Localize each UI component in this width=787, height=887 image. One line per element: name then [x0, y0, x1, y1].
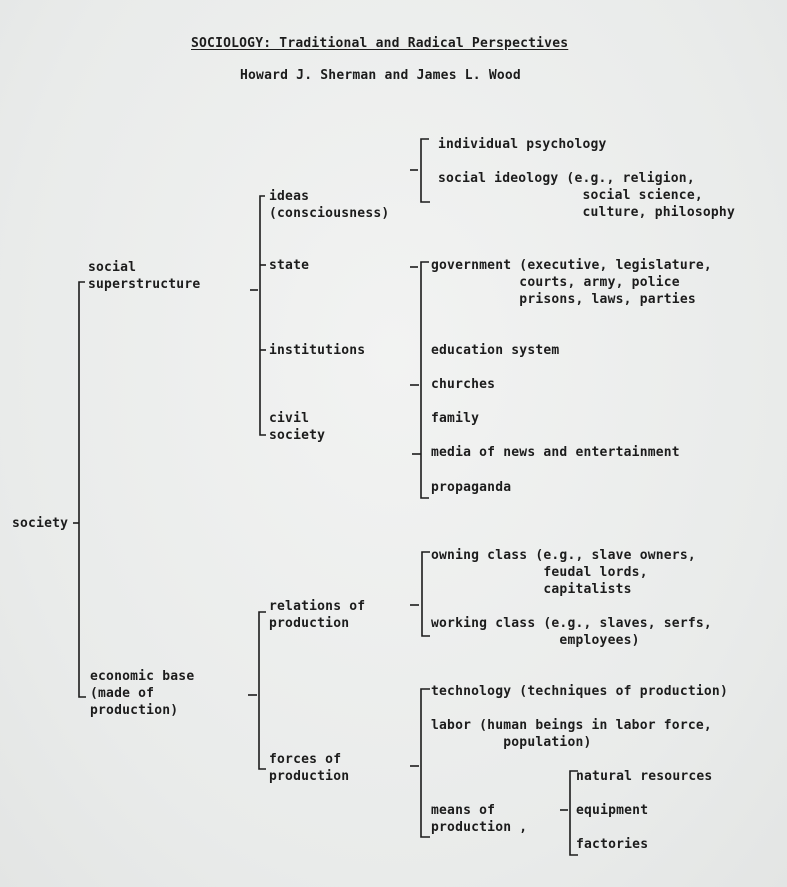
authors-line: Howard J. Sherman and James L. Wood: [240, 68, 521, 83]
ideas-bracket: [421, 139, 430, 202]
node-forces-of-production: forces of production: [269, 752, 350, 784]
node-propaganda: propaganda: [431, 480, 512, 495]
node-means-of-production: means of production ,: [431, 803, 528, 835]
node-state: state: [269, 258, 310, 273]
economic-bracket: [259, 612, 266, 769]
institutions-group-bracket: [421, 262, 429, 498]
node-technology: technology (techniques of production): [431, 684, 728, 699]
relations-bracket: [422, 552, 430, 636]
node-economic-base: economic base (made of production): [90, 669, 195, 718]
node-natural-resources: natural resources: [576, 769, 713, 784]
node-individual-psychology: individual psychology: [438, 137, 607, 152]
node-churches: churches: [431, 377, 496, 392]
node-social-superstructure: social superstructure: [88, 260, 201, 292]
node-labor: labor (human beings in labor force, population): [431, 718, 712, 750]
society-bracket: [79, 282, 86, 697]
node-institutions: institutions: [269, 343, 366, 358]
node-ideas: ideas (consciousness): [269, 189, 390, 221]
node-factories: factories: [576, 837, 649, 852]
node-relations-of-production: relations of production: [269, 599, 366, 631]
node-government: government (executive, legislature, courts, army, police prisons, laws, parties: [431, 258, 712, 307]
node-education-system: education system: [431, 343, 560, 358]
node-civil-society: civil society: [269, 411, 326, 443]
node-owning-class: owning class (e.g., slave owners, feudal lords, capitalists: [431, 548, 696, 597]
node-social-ideology: social ideology (e.g., religion, social science, culture, philosophy: [438, 171, 735, 220]
node-media: media of news and entertainment: [431, 445, 680, 460]
superstructure-bracket: [260, 196, 266, 435]
node-family: family: [431, 411, 480, 426]
node-equipment: equipment: [576, 803, 649, 818]
node-working-class: working class (e.g., slaves, serfs, employees): [431, 616, 712, 648]
forces-bracket: [421, 689, 430, 837]
document-title: SOCIOLOGY: Traditional and Radical Perspectives: [191, 36, 569, 51]
node-society: society: [12, 516, 69, 531]
